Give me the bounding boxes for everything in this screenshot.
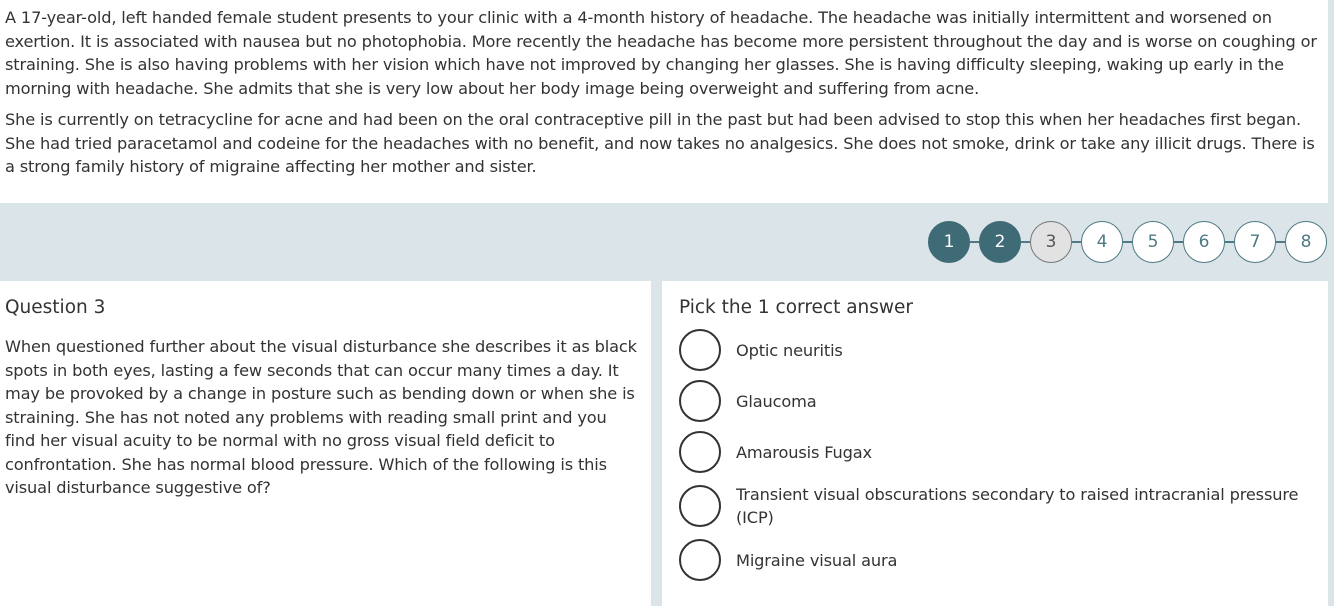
question-nav-3[interactable]: 3 xyxy=(1030,221,1072,263)
answer-instruction: Pick the 1 correct answer xyxy=(679,297,914,318)
answer-option-5[interactable] xyxy=(679,539,1318,581)
nav-connector xyxy=(1072,241,1081,243)
radio-button[interactable] xyxy=(679,380,721,422)
question-nav-5[interactable]: 5 xyxy=(1132,221,1174,263)
answer-option-label: Optic neuritis xyxy=(736,340,843,360)
answer-option-4[interactable] xyxy=(679,483,1318,529)
question-nav-4[interactable]: 4 xyxy=(1081,221,1123,263)
stem-paragraph: She is currently on tetracycline for acne and had been on the oral contraceptive pill in the past but had been advised to stop this when her headaches first began. She had tried paracetamol and codeine for the headaches with no benefit, and now takes no analgesics. She does not smoke, drink or take any illicit drugs. There is a strong family history of migraine affecting her mother and sister. xyxy=(5,110,1315,176)
question-text: When questioned further about the visual disturbance she describes it as black spots in both eyes, lasting a few seconds that can occur many times a day. It may be provoked by a change in posture such as bending down or when she is straining. She has not noted any problems with reading small print and you find her visual acuity to be normal with no gross visual field deficit to confrontation. She has normal blood pressure. Which of the following is this visual disturbance suggestive of? xyxy=(5,337,637,497)
nav-connector xyxy=(1021,241,1030,243)
question-panel xyxy=(0,281,651,606)
radio-button[interactable] xyxy=(679,329,721,371)
nav-connector xyxy=(970,241,979,243)
answer-option-label: Migraine visual aura xyxy=(736,550,898,570)
answer-option-label: Transient visual obscurations secondary to raised intracranial pressure (ICP) xyxy=(736,485,1299,527)
nav-connector xyxy=(1225,241,1234,243)
radio-button[interactable] xyxy=(679,485,721,527)
case-stem xyxy=(0,0,1328,203)
question-nav-1[interactable]: 1 xyxy=(928,221,970,263)
radio-button[interactable] xyxy=(679,431,721,473)
question-nav-8[interactable]: 8 xyxy=(1285,221,1327,263)
question-title: Question 3 xyxy=(5,297,106,318)
question-nav-7[interactable]: 7 xyxy=(1234,221,1276,263)
answer-panel xyxy=(662,281,1328,606)
radio-button[interactable] xyxy=(679,539,721,581)
answer-option-1[interactable] xyxy=(679,329,1318,371)
answer-option-2[interactable] xyxy=(679,380,1318,422)
answer-option-label: Amarousis Fugax xyxy=(736,442,872,462)
question-navigator xyxy=(928,221,1327,263)
nav-connector xyxy=(1174,241,1183,243)
answer-option-label: Glaucoma xyxy=(736,391,817,411)
nav-connector xyxy=(1123,241,1132,243)
nav-connector xyxy=(1276,241,1285,243)
stem-paragraph: A 17-year-old, left handed female student presents to your clinic with a 4-month history of headache. The headache was initially intermittent and worsened on exertion. It is associated with nausea but no photophobia. More recently the headache has become more persistent throughout the day and is worse on coughing or straining. She is also having problems with her vision which have not improved by changing her glasses. She is having difficulty sleeping, waking up early in the morning with headache. She admits that she is very low about her body image being overweight and suffering from acne. xyxy=(5,8,1317,98)
answer-option-3[interactable] xyxy=(679,431,1318,473)
question-nav-2[interactable]: 2 xyxy=(979,221,1021,263)
question-nav-6[interactable]: 6 xyxy=(1183,221,1225,263)
